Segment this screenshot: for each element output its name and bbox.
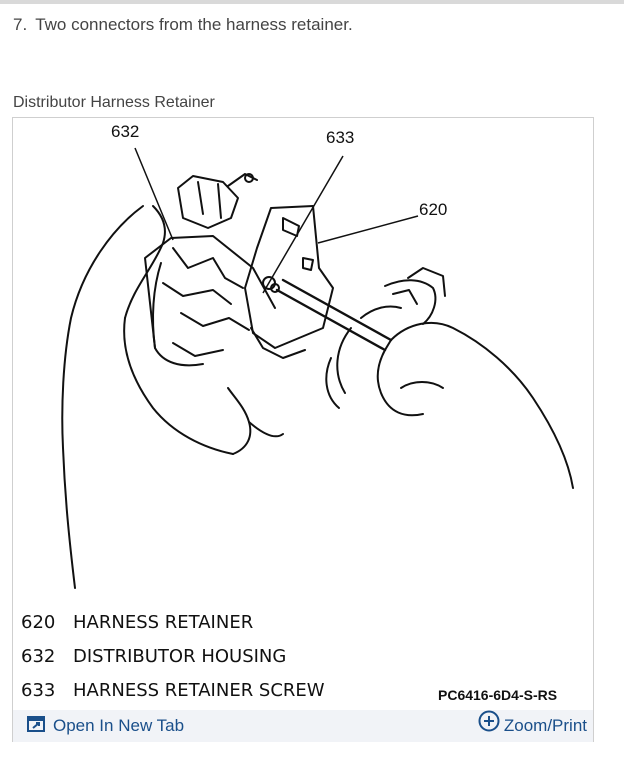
legend-row [21,606,325,640]
top-divider [0,0,624,4]
figure-code: PC6416-6D4-S-RS [438,687,558,703]
step-text [13,15,353,35]
figure-toolbar [13,710,593,742]
callout-633: 633 [326,128,355,147]
step-description: Two connectors from the harness retainer. [35,15,353,34]
open-new-tab-icon [27,711,45,743]
callout-620: 620 [419,200,448,219]
open-in-new-tab-label: Open In New Tab [53,716,185,735]
legend-number: 632 [21,646,56,667]
figure-panel [12,117,594,742]
zoom-print-label: Zoom/Print [503,716,587,735]
legend-label: HARNESS RETAINER [73,612,254,633]
figure-title: Distributor Harness Retainer [13,94,215,111]
callout-632: 632 [111,122,140,141]
zoom-print-link[interactable] [478,710,587,742]
figure-legend [21,606,325,708]
zoom-plus-icon [478,710,500,743]
legend-label: HARNESS RETAINER SCREW [73,680,325,701]
open-in-new-tab-link[interactable] [27,710,184,742]
legend-number: 633 [21,680,56,701]
legend-number: 620 [21,612,56,633]
legend-label: DISTRIBUTOR HOUSING [73,646,287,667]
step-number: 7. [13,15,28,34]
legend-row [21,640,325,674]
legend-row [21,674,325,708]
